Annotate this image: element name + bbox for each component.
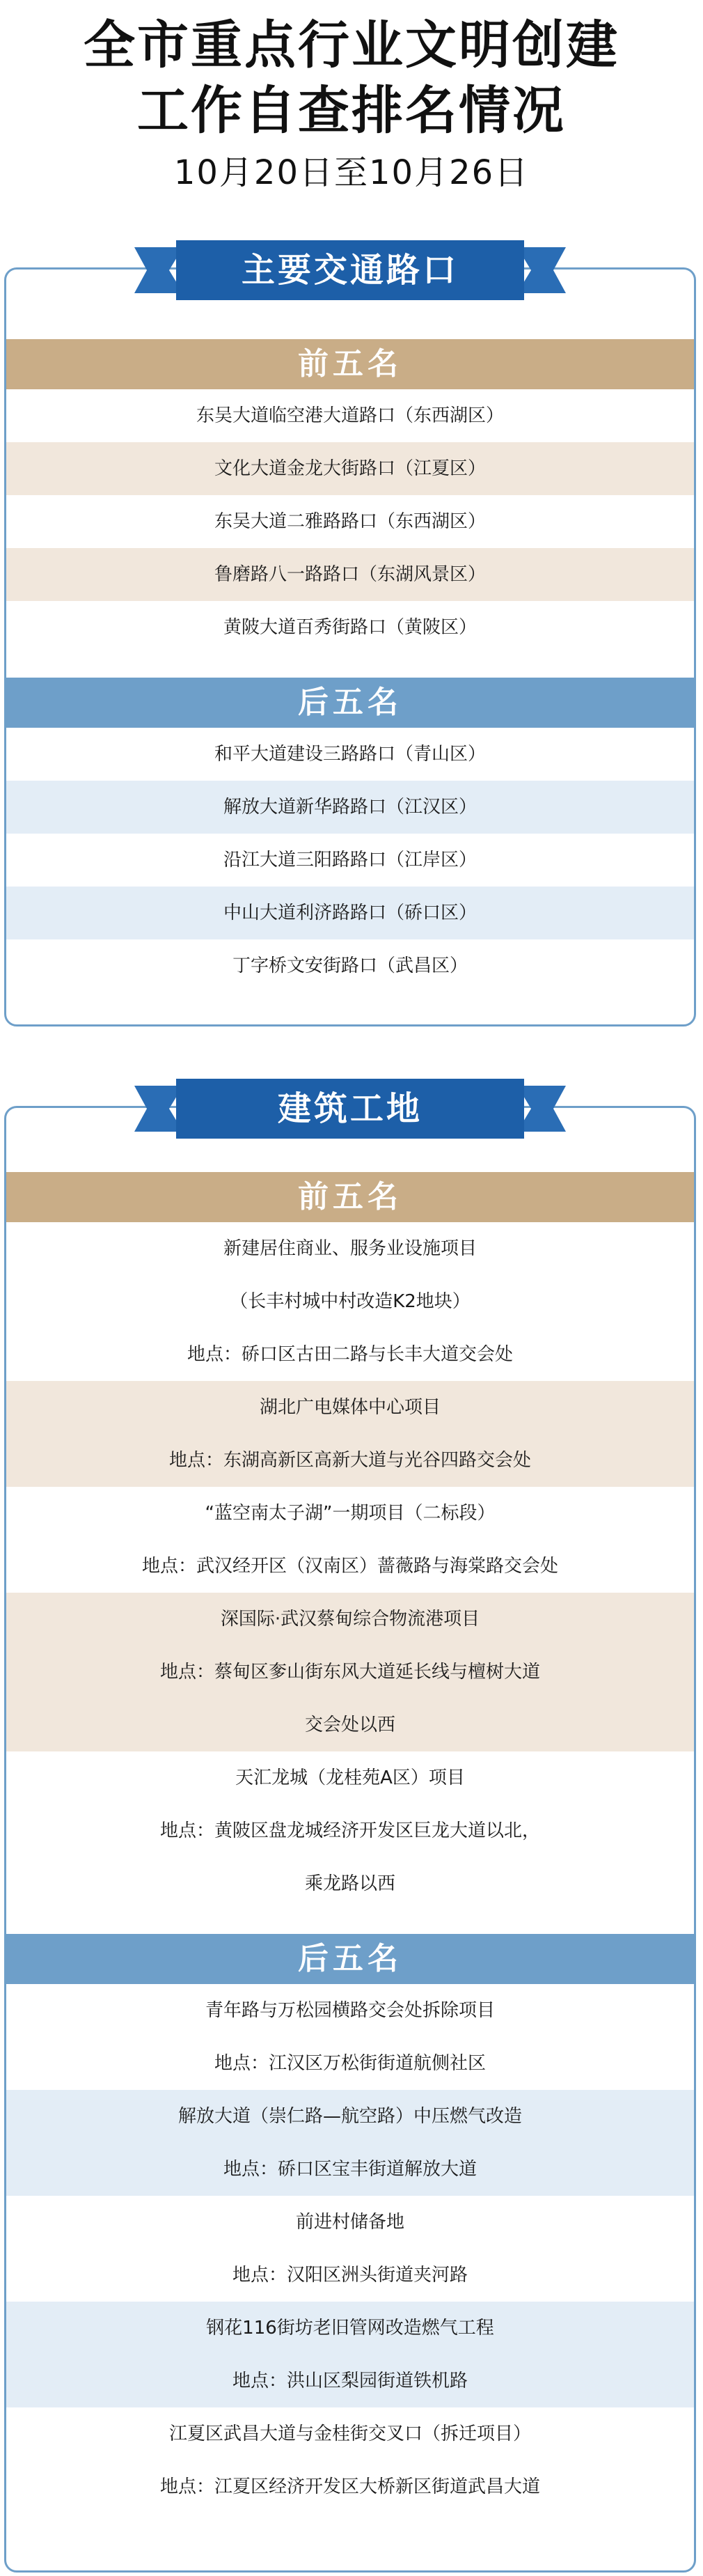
construction-banner — [134, 1079, 566, 1139]
page-header — [0, 0, 703, 195]
traffic-bottom-list — [6, 728, 694, 992]
construction-top-list — [6, 1222, 694, 1910]
traffic-bottom-header: 后五名 — [6, 678, 694, 728]
project-location-line: 地点：蔡甸区奓山街东风大道延长线与檀树大道 — [159, 1662, 540, 1683]
project-name: “蓝空南太子湖”一期项目（二标段） — [205, 1503, 496, 1524]
page-title-line-1: 全市重点行业文明创建 — [84, 15, 619, 75]
construction-top-header: 前五名 — [6, 1172, 694, 1222]
ranking-row: 沿江大道三阳路路口（江岸区） — [223, 850, 477, 871]
project-item — [6, 1984, 694, 2090]
ranking-row: 鲁磨路八一路路口（东湖风景区） — [6, 548, 694, 601]
construction-banner-title: 建筑工地 — [277, 1089, 422, 1128]
project-location-line: 地点：江夏区经济开发区大桥新区街道武昌大道 — [159, 2476, 540, 2497]
ranking-row: 文化大道金龙大街路口（江夏区） — [6, 442, 694, 495]
ranking-row: 黄陂大道百秀街路口（黄陂区） — [223, 617, 477, 638]
project-location-line: 地点：洪山区梨园街道铁机路 — [232, 2371, 468, 2391]
project-location-line: 地点：江汉区万松街街道航侧社区 — [214, 2053, 486, 2074]
project-name: 青年路与万松园横路交会处拆除项目 — [205, 2000, 495, 2021]
project-name: 前进村储备地 — [295, 2212, 404, 2233]
construction-bottom-list — [6, 1984, 694, 2513]
project-location-line: 交会处以西 — [304, 1715, 395, 1735]
project-item — [6, 1593, 694, 1751]
project-location-line: 地点：硚口区古田二路与长丰大道交会处 — [187, 1344, 513, 1365]
project-name: 天汇龙城（龙桂苑A区）项目 — [235, 1767, 465, 1788]
project-name: 湖北广电媒体中心项目 — [259, 1397, 441, 1418]
traffic-top-header: 前五名 — [6, 339, 694, 389]
project-item — [6, 1751, 694, 1910]
date-range: 10月20日至10月26日 — [173, 153, 530, 192]
traffic-top-list — [6, 389, 694, 654]
project-item — [6, 1381, 694, 1487]
project-item — [6, 1222, 694, 1381]
project-location-line: 地点：武汉经开区（汉南区）蔷薇路与海棠路交会处 — [141, 1556, 558, 1577]
construction-section — [4, 1089, 696, 2573]
project-item — [6, 2302, 694, 2407]
project-location-line: （长丰村城中村改造K2地块） — [230, 1291, 471, 1312]
project-item — [6, 1487, 694, 1593]
project-location-line: 地点：黄陂区盘龙城经济开发区巨龙大道以北， — [159, 1820, 540, 1841]
project-item — [6, 2407, 694, 2513]
project-location-line: 地点：硚口区宝丰街道解放大道 — [223, 2159, 477, 2180]
ranking-row: 东吴大道二雅路路口（东西湖区） — [214, 511, 486, 532]
project-location-line: 地点：汉阳区洲头街道夹河路 — [232, 2265, 468, 2286]
construction-bottom-header: 后五名 — [6, 1934, 694, 1984]
ranking-row: 解放大道新华路路口（江汉区） — [6, 781, 694, 834]
project-location-line: 乘龙路以西 — [304, 1873, 395, 1894]
project-name: 钢花116街坊老旧管网改造燃气工程 — [206, 2318, 494, 2339]
project-name: 江夏区武昌大道与金桂街交叉口（拆迁项目） — [168, 2423, 531, 2444]
traffic-banner-title: 主要交通路口 — [241, 251, 459, 290]
project-name: 深国际·武汉蔡甸综合物流港项目 — [220, 1609, 480, 1630]
traffic-banner — [134, 240, 566, 300]
traffic-section — [4, 251, 696, 1027]
ranking-row: 中山大道利济路路口（硚口区） — [6, 887, 694, 939]
project-item — [6, 2090, 694, 2196]
ranking-row: 和平大道建设三路路口（青山区） — [214, 744, 486, 765]
project-name: 解放大道（崇仁路—航空路）中压燃气改造 — [177, 2106, 522, 2127]
project-item — [6, 2196, 694, 2302]
ranking-row: 丁字桥文安街路口（武昌区） — [232, 955, 468, 976]
project-name: 新建居住商业、服务业设施项目 — [223, 1238, 477, 1259]
ranking-row: 东吴大道临空港大道路口（东西湖区） — [196, 405, 504, 426]
page-title-line-2: 工作自查排名情况 — [137, 81, 566, 141]
project-location-line: 地点：东湖高新区高新大道与光谷四路交会处 — [168, 1450, 531, 1471]
